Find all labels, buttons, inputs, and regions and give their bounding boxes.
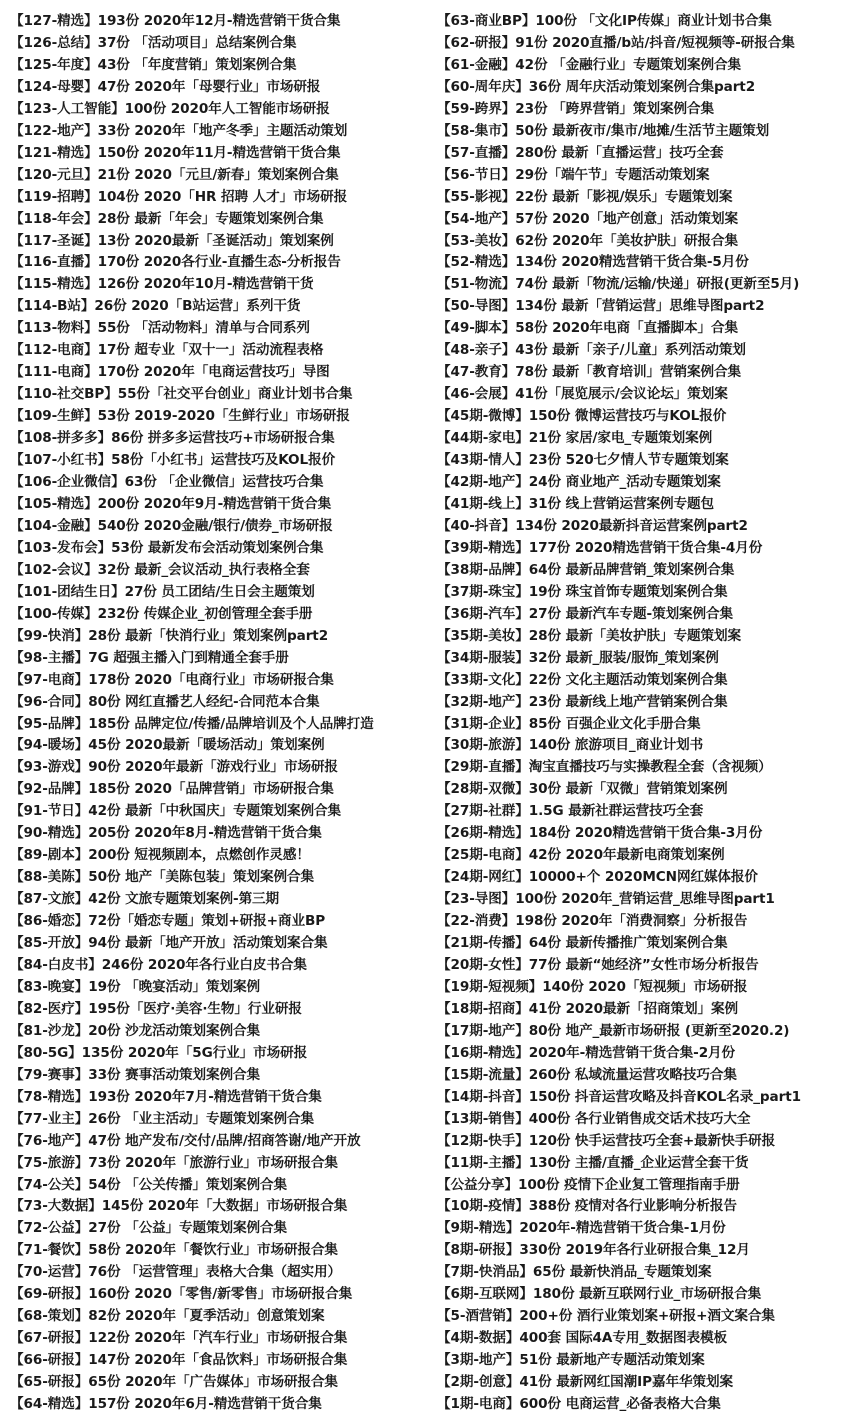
catalog-entry: 【68-策划】82份 2020年「夏季活动」创意策划案 [10,1308,325,1325]
catalog-entry: 【24期-网红】10000+个 2020MCN网红媒体报价 [437,869,758,886]
catalog-entry: 【83-晚宴】19份 「晚宴活动」策划案例 [10,978,261,995]
catalog-entry: 【40-抖音】134份 2020最新抖音运营案例part2 [437,517,748,534]
catalog-entry: 【46-会展】41份「展览展示/会议论坛」策划案 [437,386,728,403]
catalog-entry: 【27期-社群】1.5G 最新社群运营技巧全套 [437,803,704,820]
catalog-entry: 【85-开放】94份 最新「地产开放」活动策划案合集 [10,935,328,952]
catalog-entry: 【59-跨界】23份 「跨界营销」策划案例合集 [437,100,715,117]
catalog-entry: 【15期-流量】260份 私域流量运营攻略技巧合集 [437,1066,737,1083]
catalog-entry: 【51-物流】74份 最新「物流/运输/快递」研报(更新至5月) [437,276,800,293]
catalog-entry: 【18期-招商】41份 2020最新「招商策划」案例 [437,1000,738,1017]
catalog-entry: 【70-运营】76份 「运营管理」表格大合集（超实用） [10,1264,341,1281]
catalog-entry: 【87-文旅】42份 文旅专题策划案例-第三期 [10,891,280,908]
catalog-entry: 【112-电商】17份 超专业「双十一」活动流程表格 [10,342,324,359]
catalog-entry: 【26期-精选】184份 2020精选营销干货合集-3月份 [437,825,763,842]
catalog-entry: 【30期-旅游】140份 旅游项目_商业计划书 [437,737,704,754]
catalog-entry: 【118-年会】28份 最新「年会」专题策划案例合集 [10,210,324,227]
catalog-entry: 【81-沙龙】20份 沙龙活动策划案例合集 [10,1022,261,1039]
catalog-entry: 【6期-互联网】180份 最新互联网行业_市场研报合集 [437,1286,762,1303]
catalog-entry: 【93-游戏】90份 2020年最新「游戏行业」市场研报 [10,759,338,776]
catalog-entry: 【126-总结】37份 「活动项目」总结案例合集 [10,34,297,51]
catalog-entry: 【127-精选】193份 2020年12月-精选营销干货合集 [10,13,341,29]
catalog-entry: 【42期-地产】24份 商业地产_活动专题策划案 [437,474,721,491]
catalog-entry: 【5-酒营销】200+份 酒行业策划案+研报+酒文案合集 [437,1308,775,1325]
catalog-entry: 【79-赛事】33份 赛事活动策划案例合集 [10,1066,261,1083]
catalog-entry: 【60-周年庆】36份 周年庆活动策划案例合集part2 [437,78,756,95]
catalog-entry: 【62-研报】91份 2020直播/b站/抖音/短视频等-研报合集 [437,34,795,51]
catalog-entry: 【50-导图】134份 最新「营销运营」思维导图part2 [437,298,765,315]
catalog-entry: 【104-金融】540份 2020金融/银行/债券_市场研报 [10,517,333,534]
catalog-entry: 【74-公关】54份 「公关传播」策划案例合集 [10,1176,288,1193]
catalog-entry: 【2期-创意】41份 最新网红国潮IP嘉年华策划案 [437,1374,733,1391]
catalog-entry: 【12期-快手】120份 快手运营技巧全套+最新快手研报 [437,1132,776,1149]
catalog-entry: 【17期-地产】80份 地产_最新市场研报 (更新至2020.2) [437,1022,790,1039]
catalog-entry: 【97-电商】178份 2020「电商行业」市场研报合集 [10,671,334,688]
catalog-entry: 【71-餐饮】58份 2020年「餐饮行业」市场研报合集 [10,1242,338,1259]
catalog-entry: 【52-精选】134份 2020精选营销干货合集-5月份 [437,254,749,271]
catalog-entry: 【113-物料】55份 「活动物料」清单与合同系列 [10,320,310,337]
catalog-entry: 【20期-女性】77份 最新“她经济”女性市场分析报告 [437,956,759,973]
catalog-entry: 【86-婚恋】72份「婚恋专题」策划+研报+商业BP [10,913,326,930]
catalog-entry: 【88-美陈】50份 地产「美陈包装」策划案例合集 [10,869,314,886]
catalog-entry: 【36期-汽车】27份 最新汽车专题-策划案例合集 [437,605,734,622]
catalog-entry: 【58-集市】50份 最新夜市/集市/地摊/生活节主题策划 [437,122,770,139]
catalog-entry: 【28期-双微】30份 最新「双微」营销策划案例 [437,781,728,798]
catalog-entry: 【66-研报】147份 2020年「食品饮料」市场研报合集 [10,1352,348,1369]
catalog-entry: 【64-精选】157份 2020年6月-精选营销干货合集 [10,1396,322,1413]
catalog-entry: 【84-白皮书】246份 2020年各行业白皮书合集 [10,956,307,973]
catalog-entry: 【114-B站】26份 2020「B站运营」系列干货 [10,298,301,315]
catalog-entry: 【107-小红书】58份「小红书」运营技巧及KOL报价 [10,452,336,469]
catalog-entry: 【103-发布会】53份 最新发布会活动策划案例合集 [10,539,324,556]
catalog-entry: 【111-电商】170份 2020年「电商运营技巧」导图 [10,364,330,381]
catalog-entry: 【14期-抖音】150份 抖音运营攻略及抖音KOL名录_part1 [437,1088,801,1105]
catalog-entry: 【100-传媒】232份 传媒企业_初创管理全套手册 [10,605,313,622]
catalog-entry: 【31期-企业】85份 百强企业文化手册合集 [437,715,701,732]
catalog-entry: 【16期-精选】2020年-精选营销干货合集-2月份 [437,1044,736,1061]
catalog-entry: 【116-直播】170份 2020各行业-直播生态-分析报告 [10,254,341,271]
catalog-entry: 【105-精选】200份 2020年9月-精选营销干货合集 [10,495,332,512]
catalog-entry: 【56-节日】29份「端午节」专题活动策划案 [437,166,710,183]
catalog-entry: 【47-教育】78份 最新「教育培训」营销案例合集 [437,364,741,381]
catalog-entry: 【8期-研报】330份 2019年各行业研报合集_12月 [437,1242,750,1259]
catalog-entry: 【13期-销售】400份 各行业销售成交话术技巧大全 [437,1110,751,1127]
catalog-entry: 【119-招聘】104份 2020「HR 招聘 人才」市场研报 [10,188,348,205]
catalog-entry: 【76-地产】47份 地产发布/交付/品牌/招商答谢/地产开放 [10,1132,361,1149]
catalog-entry: 【61-金融】42份 「金融行业」专题策划案例合集 [437,56,741,73]
catalog-entry: 【19期-短视频】140份 2020「短视频」市场研报 [437,978,748,995]
catalog-entry: 【82-医疗】195份「医疗·美容·生物」行业研报 [10,1000,302,1017]
catalog-entry: 【78-精选】193份 2020年7月-精选营销干货合集 [10,1088,322,1105]
catalog-entry: 【102-会议】32份 最新_会议活动_执行表格全套 [10,561,310,578]
catalog-entry: 【99-快消】28份 最新「快消行业」策划案例part2 [10,627,329,644]
catalog-entry: 【32期-地产】23份 最新线上地产营销案例合集 [437,693,728,710]
catalog-entry: 【55-影视】22份 最新「影视/娱乐」专题策划案 [437,188,733,205]
catalog-entry: 【72-公益】27份 「公益」专题策划案例合集 [10,1220,288,1237]
catalog-entry: 【101-团结生日】27份 员工团结/生日会主题策划 [10,583,315,600]
catalog-entry: 【1期-电商】600份 电商运营_必备表格大合集 [437,1396,721,1413]
catalog-entry: 【110-社交BP】55份「社交平台创业」商业计划书合集 [10,386,353,403]
catalog-entry: 【115-精选】126份 2020年10月-精选营销干货 [10,276,314,293]
catalog-entry: 【9期-精选】2020年-精选营销干货合集-1月份 [437,1220,726,1237]
catalog-entry: 【94-暖场】45份 2020最新「暖场活动」策划案例 [10,737,325,754]
catalog-entry: 【37期-珠宝】19份 珠宝首饰专题策划案例合集 [437,583,728,600]
catalog-entry: 【29期-直播】淘宝直播技巧与实操教程全套（含视频） [437,759,772,776]
catalog-right-column [437,11,864,1416]
catalog-entry: 【33期-文化】22份 文化主题活动策划案例合集 [437,671,728,688]
catalog-entry: 【121-精选】150份 2020年11月-精选营销干货合集 [10,144,341,161]
catalog-entry: 【4期-数据】400套 国际4A专用_数据图表模板 [437,1330,727,1347]
catalog-entry: 【91-节日】42份 最新「中秋国庆」专题策划案例合集 [10,803,341,820]
catalog-entry: 【106-企业微信】63份 「企业微信」运营技巧合集 [10,474,324,491]
catalog-entry: 【109-生鲜】53份 2019-2020「生鲜行业」市场研报 [10,408,350,425]
catalog-entry: 【57-直播】280份 最新「直播运营」技巧全套 [437,144,724,161]
catalog-entry: 【44期-家电】21份 家居/家电_专题策划案例 [437,430,713,447]
catalog-entry: 【122-地产】33份 2020年「地产冬季」主题活动策划 [10,122,348,139]
catalog-entry: 【25期-电商】42份 2020年最新电商策划案例 [437,847,725,864]
catalog-entry: 【45期-微博】150份 微博运营技巧与KOL报价 [437,408,727,425]
catalog-entry: 【39期-精选】177份 2020精选营销干货合集-4月份 [437,539,763,556]
catalog-entry: 【89-剧本】200份 短视频剧本，点燃创作灵感！ [10,847,310,864]
catalog-entry: 【49-脚本】58份 2020年电商「直播脚本」合集 [437,320,738,337]
catalog-entry: 【108-拼多多】86份 拼多多运营技巧+市场研报合集 [10,430,335,447]
catalog-entry: 【7期-快消品】65份 最新快消品_专题策划案 [437,1264,712,1281]
catalog-entry: 【67-研报】122份 2020年「汽车行业」市场研报合集 [10,1330,348,1347]
catalog-entry: 【96-合同】80份 网红直播艺人经纪-合同范本合集 [10,693,320,710]
catalog-entry: 【117-圣诞】13份 2020最新「圣诞活动」策划案例 [10,232,334,249]
catalog-entry: 【53-美妆】62份 2020年「美妆护肤」研报合集 [437,232,738,249]
catalog-entry: 【38期-品牌】64份 最新品牌营销_策划案例合集 [437,561,735,578]
catalog-left-column [10,11,434,1416]
catalog-entry: 【41期-线上】31份 线上营销运营案例专题包 [437,495,715,512]
catalog-entry: 【80-5G】135份 2020年「5G行业」市场研报 [10,1044,308,1061]
catalog-entry: 【124-母婴】47份 2020年「母婴行业」市场研报 [10,78,321,95]
catalog-entry: 【11期-主播】130份 主播/直播_企业运营全套干货 [437,1154,749,1171]
catalog-entry: 【22-消费】198份 2020年「消费洞察」分析报告 [437,913,748,930]
catalog-entry: 【77-业主】26份 「业主活动」专题策划案例合集 [10,1110,314,1127]
catalog-entry: 【10期-疫情】388份 疫情对各行业影响分析报告 [437,1198,737,1215]
catalog-entry: 【3期-地产】51份 最新地产专题活动策划案 [437,1352,705,1369]
catalog-entry: 【75-旅游】73份 2020年「旅游行业」市场研报合集 [10,1154,338,1171]
catalog-entry: 【21期-传播】64份 最新传播推广策划案例合集 [437,935,728,952]
catalog-entry: 【73-大数据】145份 2020年「大数据」市场研报合集 [10,1198,348,1215]
catalog-entry: 【35期-美妆】28份 最新「美妆护肤」专题策划案 [437,627,741,644]
catalog-entry: 【120-元旦】21份 2020「元旦/新春」策划案例合集 [10,166,339,183]
catalog-entry: 【公益分享】100份 疫情下企业复工管理指南手册 [437,1176,740,1193]
catalog-entry: 【63-商业BP】100份 「文化IP传媒」商业计划书合集 [437,13,772,29]
catalog-entry: 【125-年度】43份 「年度营销」策划案例合集 [10,56,297,73]
catalog-entry: 【43期-情人】23份 520七夕情人节专题策划案 [437,452,729,469]
catalog-entry: 【48-亲子】43份 最新「亲子/儿童」系列活动策划 [437,342,746,359]
catalog-entry: 【95-品牌】185份 品牌定位/传播/品牌培训及个人品牌打造 [10,715,374,732]
catalog-entry: 【65-研报】65份 2020年「广告媒体」市场研报合集 [10,1374,338,1391]
catalog-entry: 【23-导图】100份 2020年_营销运营_思维导图part1 [437,891,775,908]
catalog-entry: 【34期-服装】32份 最新_服装/服饰_策划案例 [437,649,719,666]
catalog-entry: 【92-品牌】185份 2020「品牌营销」市场研报合集 [10,781,334,798]
catalog-entry: 【123-人工智能】100份 2020年人工智能市场研报 [10,100,330,117]
catalog-entry: 【90-精选】205份 2020年8月-精选营销干货合集 [10,825,322,842]
catalog-entry: 【98-主播】7G 超强主播入门到精通全套手册 [10,649,289,666]
catalog-entry: 【69-研报】160份 2020「零售/新零售」市场研报合集 [10,1286,353,1303]
catalog-entry: 【54-地产】57份 2020「地产创意」活动策划案 [437,210,738,227]
